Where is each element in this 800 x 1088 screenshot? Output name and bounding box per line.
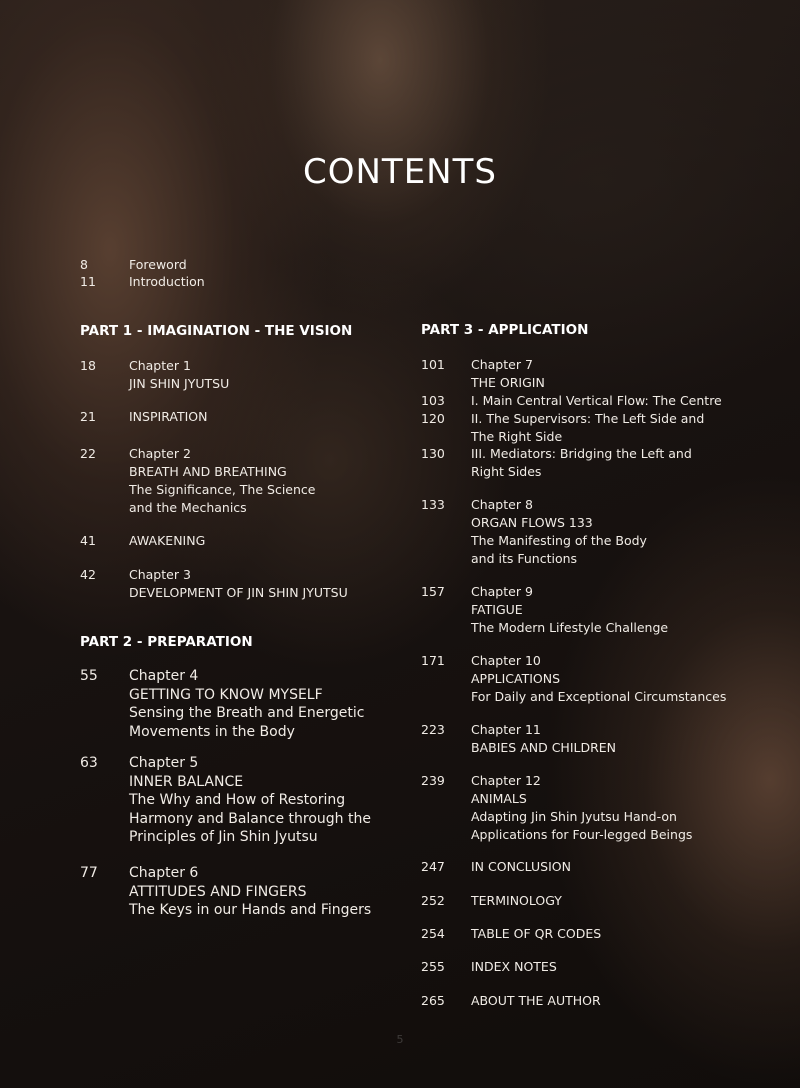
toc-entry-line: Movements in the Body <box>129 723 295 740</box>
toc-entry-line: THE ORIGIN <box>471 375 545 390</box>
toc-entry-line: The Significance, The Science <box>129 482 316 497</box>
toc-entry-line: Introduction <box>129 274 205 289</box>
toc-entry-line: Chapter 8 <box>471 497 533 512</box>
toc-entry-line: For Daily and Exceptional Circumstances <box>471 689 727 704</box>
toc-entry-line: Chapter 9 <box>471 584 533 599</box>
page-number: 5 <box>396 1033 404 1046</box>
toc-page-number: 130 <box>421 446 445 461</box>
toc-entry-line: Chapter 7 <box>471 357 533 372</box>
toc-page-number: 120 <box>421 411 445 426</box>
toc-entry-line: AWAKENING <box>129 533 206 548</box>
toc-entry-line: The Why and How of Restoring <box>129 792 346 808</box>
toc-entry-line: IN CONCLUSION <box>471 859 571 874</box>
toc-entry-line: Chapter 5 <box>129 755 199 771</box>
toc-entry-line: Chapter 6 <box>129 865 199 881</box>
toc-entry-line: BABIES AND CHILDREN <box>471 740 617 755</box>
toc-entry-line: Chapter 11 <box>471 722 541 737</box>
toc-entry-line: FATIGUE <box>471 602 523 617</box>
toc-entry-line: INNER BALANCE <box>129 773 244 790</box>
toc-entry-line: Foreword <box>129 257 187 272</box>
toc-entry-line: ABOUT THE AUTHOR <box>471 993 601 1008</box>
toc-entry-line: APPLICATIONS <box>471 671 561 686</box>
toc-page-number: 239 <box>421 773 445 788</box>
toc-page-number: 255 <box>421 959 445 974</box>
toc-page-number: 77 <box>80 865 98 881</box>
toc-entry-line: BREATH AND BREATHING <box>129 464 287 479</box>
toc-entry-line: Sensing the Breath and Energetic <box>129 705 365 721</box>
toc-page-number: 41 <box>80 533 96 548</box>
toc-entry-line: III. Mediators: Bridging the Left and <box>471 446 692 461</box>
part3-heading: PART 3 - APPLICATION <box>421 322 589 338</box>
toc-entry-line: and its Functions <box>471 551 578 566</box>
toc-page-number: 101 <box>421 357 445 372</box>
toc-page-number: 247 <box>421 859 445 874</box>
toc-entry-line: The Manifesting of the Body <box>471 533 647 548</box>
page-title: CONTENTS <box>303 152 497 192</box>
toc-entry-line: ORGAN FLOWS 133 <box>471 515 593 530</box>
toc-page-number: 11 <box>80 274 96 289</box>
toc-entry-line: DEVELOPMENT OF JIN SHIN JYUTSU <box>129 585 348 600</box>
toc-entry-line: INSPIRATION <box>129 409 208 424</box>
toc-page-number: 254 <box>421 926 445 941</box>
toc-page-number: 42 <box>80 567 96 582</box>
toc-entry-line: Chapter 4 <box>129 668 199 684</box>
toc-entry-line: The Right Side <box>471 429 563 444</box>
toc-entry-line: Chapter 12 <box>471 773 541 788</box>
toc-entry-line: Chapter 1 <box>129 358 191 373</box>
toc-entry-line: ANIMALS <box>471 791 527 806</box>
toc-page-number: 223 <box>421 722 445 737</box>
toc-entry-line: Applications for Four-legged Beings <box>471 827 693 842</box>
toc-page-number: 22 <box>80 446 96 461</box>
toc-page-number: 8 <box>80 257 88 272</box>
toc-page-number: 133 <box>421 497 445 512</box>
toc-entry-line: JIN SHIN JYUTSU <box>129 376 230 391</box>
toc-page-number: 63 <box>80 755 98 771</box>
toc-page-number: 55 <box>80 668 98 684</box>
toc-entry-line: The Keys in our Hands and Fingers <box>129 902 372 918</box>
toc-entry-line: and the Mechanics <box>129 500 247 515</box>
toc-entry-line: I. Main Central Vertical Flow: The Centre <box>471 393 722 408</box>
part2-heading: PART 2 - PREPARATION <box>80 634 253 650</box>
toc-page-number: 265 <box>421 993 445 1008</box>
toc-page-number: 103 <box>421 393 445 408</box>
toc-entry-line: TERMINOLOGY <box>471 893 562 908</box>
toc-entry-line: The Modern Lifestyle Challenge <box>471 620 669 635</box>
toc-entry-line: Right Sides <box>471 464 542 479</box>
toc-entry-line: Chapter 3 <box>129 567 191 582</box>
toc-entry-line: INDEX NOTES <box>471 959 557 974</box>
toc-entry-line: ATTITUDES AND FINGERS <box>129 883 307 900</box>
toc-entry-line: Harmony and Balance through the <box>129 810 371 827</box>
toc-entry-line: Adapting Jin Shin Jyutsu Hand-on <box>471 809 677 824</box>
toc-page-number: 18 <box>80 358 96 373</box>
toc-page-number: 171 <box>421 653 445 668</box>
part1-heading: PART 1 - IMAGINATION - THE VISION <box>80 323 353 339</box>
toc-page-number: 21 <box>80 409 96 424</box>
toc-entry-line: TABLE OF QR CODES <box>471 926 602 941</box>
toc-entry-line: II. The Supervisors: The Left Side and <box>471 411 705 426</box>
toc-entry-line: GETTING TO KNOW MYSELF <box>129 686 323 703</box>
toc-page-number: 252 <box>421 893 445 908</box>
toc-entry-line: Chapter 10 <box>471 653 541 668</box>
toc-entry-line: Chapter 2 <box>129 446 191 461</box>
toc-entry-line: Principles of Jin Shin Jyutsu <box>129 829 318 845</box>
toc-page-number: 157 <box>421 584 445 599</box>
